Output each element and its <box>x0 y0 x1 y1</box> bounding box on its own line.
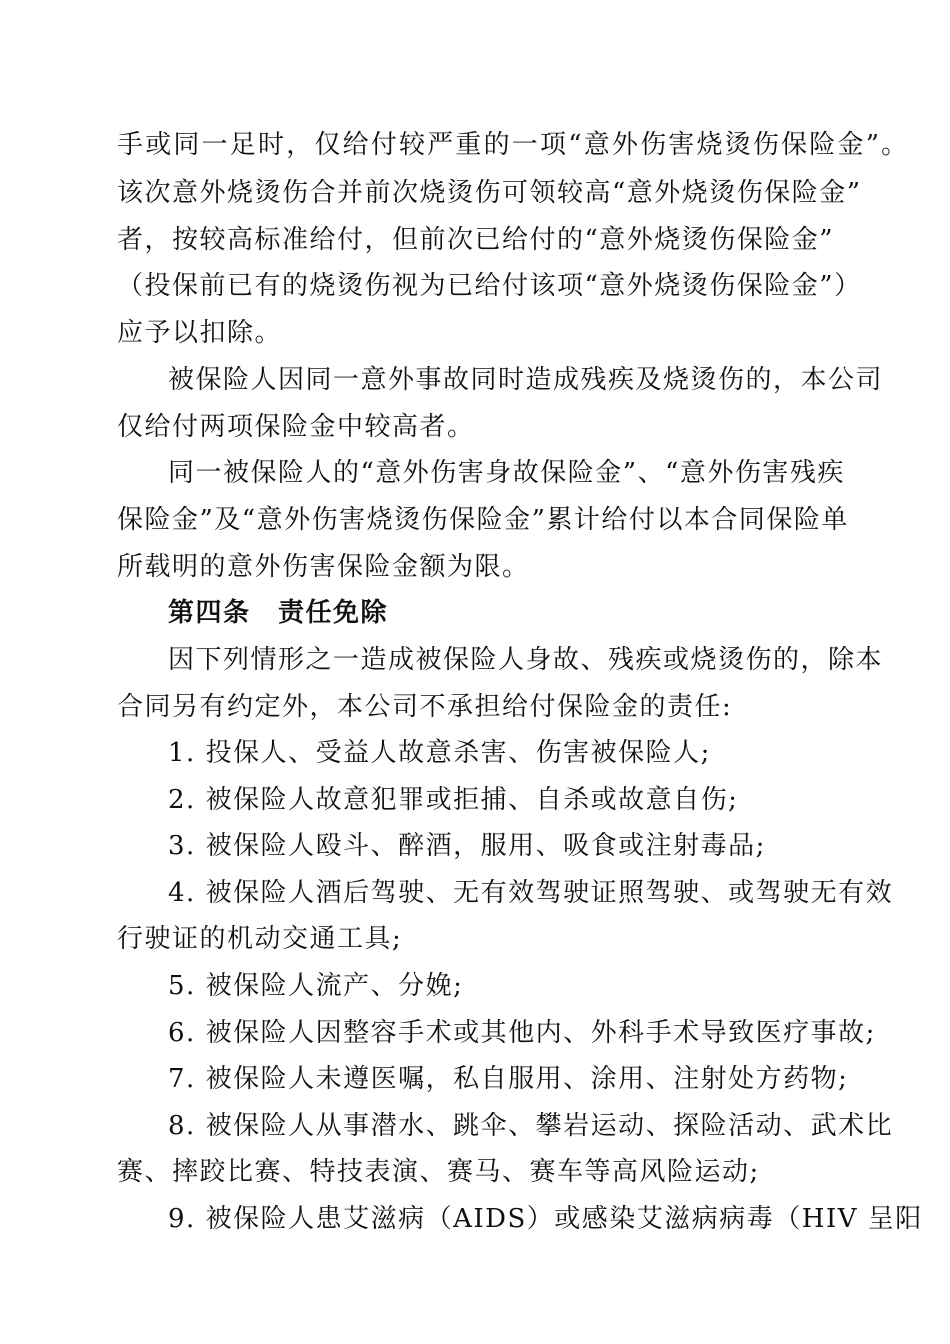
paragraph-line: 保险金”及“意外伤害烧烫伤保险金”累计给付以本合同保险单 <box>117 505 849 535</box>
paragraph-line: 同一被保险人的“意外伤害身故保险金”、“意外伤害残疾 <box>168 458 845 488</box>
list-item: 1. 投保人、受益人故意杀害、伤害被保险人; <box>168 738 711 768</box>
list-item-continuation: 行驶证的机动交通工具; <box>117 924 403 954</box>
list-item: 2. 被保险人故意犯罪或拒捕、自杀或故意自伤; <box>168 785 739 815</box>
paragraph-line: 仅给付两项保险金中较高者。 <box>117 412 475 442</box>
paragraph-line: （投保前已有的烧烫伤视为已给付该项“意外烧烫伤保险金”） <box>117 271 862 301</box>
paragraph-line: 合同另有约定外，本公司不承担给付保险金的责任: <box>117 692 733 722</box>
list-item: 6. 被保险人因整容手术或其他内、外科手术导致医疗事故; <box>168 1018 876 1048</box>
paragraph-line: 者，按较高标准给付，但前次已给付的“意外烧烫伤保险金” <box>117 225 835 255</box>
list-item: 4. 被保险人酒后驾驶、无有效驾驶证照驾驶、或驾驶无有效 <box>168 878 894 908</box>
list-item: 7. 被保险人未遵医嘱，私自服用、涂用、注射处方药物; <box>168 1064 849 1094</box>
paragraph-line: 因下列情形之一造成被保险人身故、残疾或烧烫伤的，除本 <box>168 645 884 675</box>
paragraph-line: 该次意外烧烫伤合并前次烧烫伤可领较高“意外烧烫伤保险金” <box>117 178 862 208</box>
list-item: 8. 被保险人从事潜水、跳伞、攀岩运动、探险活动、武术比 <box>168 1111 894 1141</box>
list-item-continuation: 赛、摔跤比赛、特技表演、赛马、赛车等高风险运动; <box>117 1157 760 1187</box>
list-item: 3. 被保险人殴斗、醉酒，服用、吸食或注射毒品; <box>168 831 766 861</box>
list-item: 9. 被保险人患艾滋病（AIDS）或感染艾滋病病毒（HIV 呈阳 <box>168 1204 923 1234</box>
paragraph-line: 手或同一足时，仅给付较严重的一项“意外伤害烧烫伤保险金”。 <box>117 130 910 160</box>
list-item: 5. 被保险人流产、分娩; <box>168 971 464 1001</box>
paragraph-line: 被保险人因同一意外事故同时造成残疾及烧烫伤的，本公司 <box>168 365 884 395</box>
paragraph-line: 所载明的意外伤害保险金额为限。 <box>117 552 530 582</box>
paragraph-line: 应予以扣除。 <box>117 318 283 348</box>
section-heading: 第四条 责任免除 <box>168 598 389 628</box>
